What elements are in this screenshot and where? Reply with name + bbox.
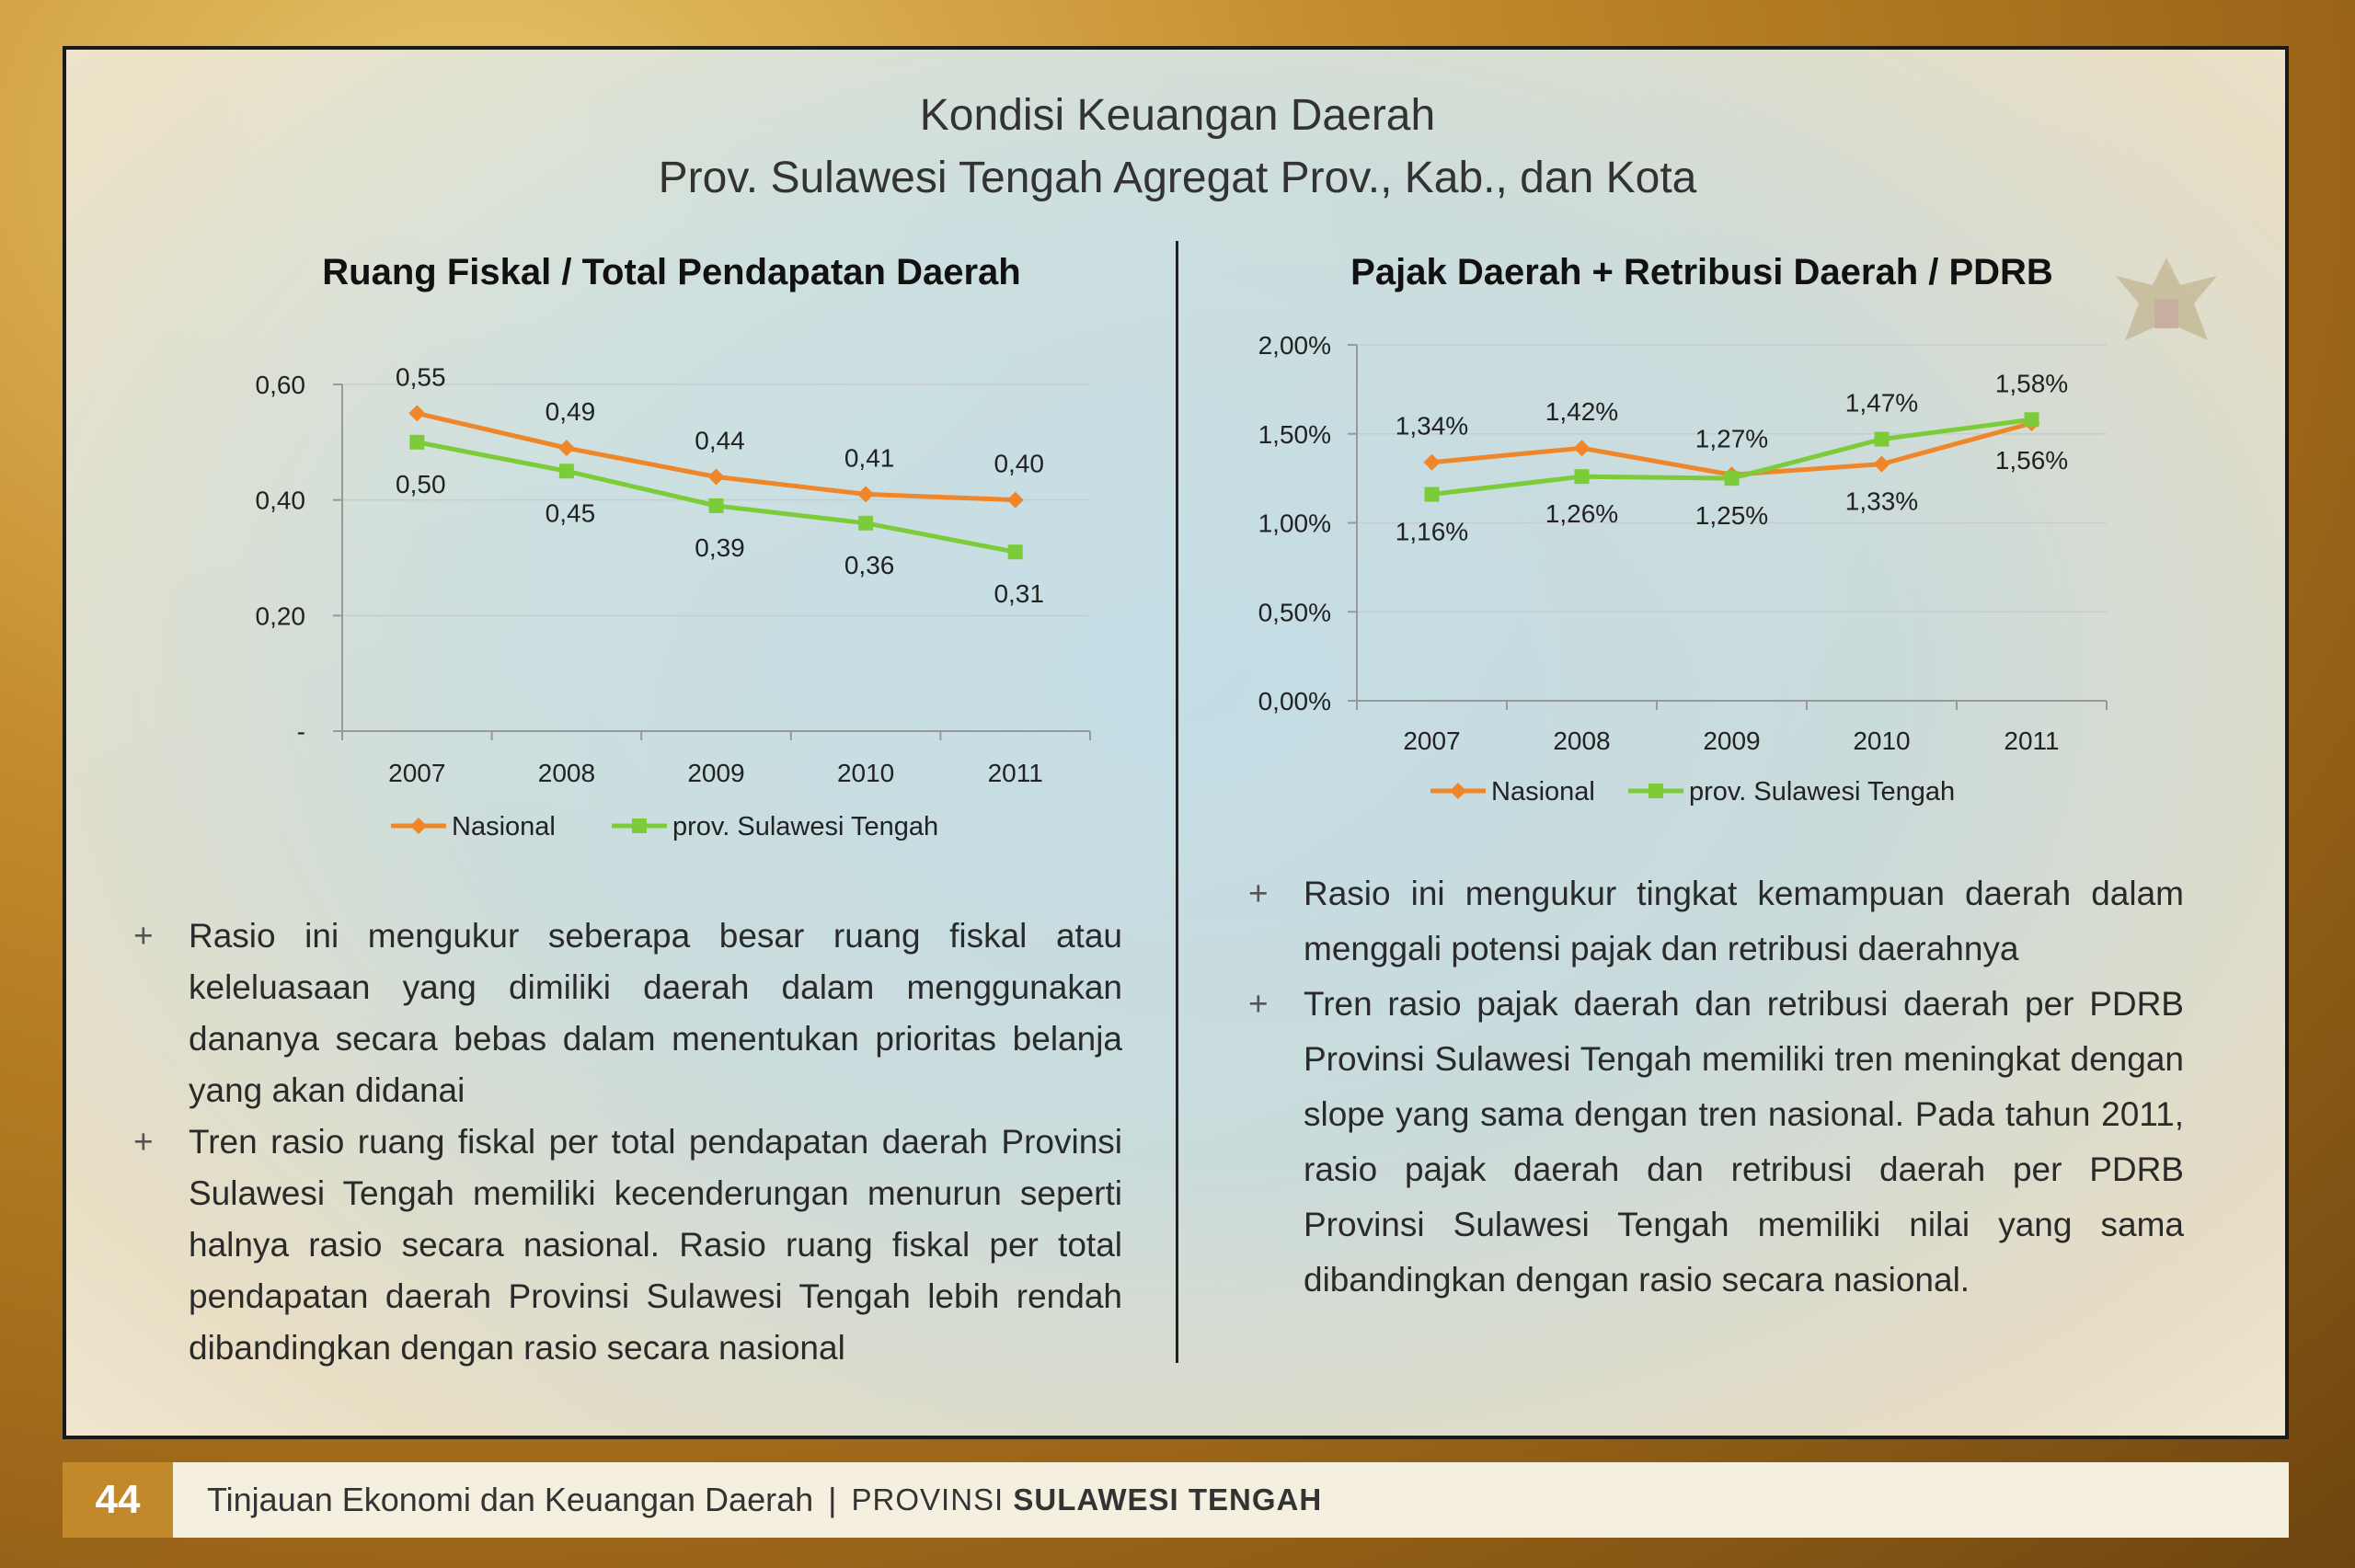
footer-text xyxy=(207,1462,1322,1538)
bullet-text: Rasio ini mengukur tingkat kemampuan daerah dalam menggali potensi pajak dan retribusi daerahnya xyxy=(1304,875,2184,967)
page-number: 44 xyxy=(63,1462,173,1538)
data-label-sulteng: 0,39 xyxy=(695,532,745,562)
x-tick-label: 2007 xyxy=(388,759,446,787)
y-tick-label: 0,40 xyxy=(255,486,305,515)
list-item xyxy=(133,910,1122,1116)
plus-icon: + xyxy=(1248,985,1269,1023)
y-tick-label: 0,00% xyxy=(1258,687,1331,715)
data-point-sulteng xyxy=(2025,412,2039,427)
footer-province xyxy=(852,1482,1323,1517)
footer-province-prefix: PROVINSI xyxy=(851,1482,1005,1516)
data-point-nasional xyxy=(1874,456,1890,473)
footer-separator: | xyxy=(828,1481,837,1518)
legend-label: Nasional xyxy=(1491,777,1595,807)
data-point-sulteng xyxy=(1575,469,1590,484)
data-label-sulteng: 0,50 xyxy=(396,469,446,498)
list-item xyxy=(1248,866,2184,977)
data-label-nasional: 0,41 xyxy=(844,443,895,473)
plus-icon: + xyxy=(133,1123,154,1161)
y-tick-label: 0,60 xyxy=(255,371,305,399)
plus-icon: + xyxy=(133,917,154,955)
data-label-nasional: 0,44 xyxy=(695,426,745,455)
legend-marker xyxy=(1648,784,1663,798)
data-label-sulteng: 1,16% xyxy=(1395,517,1469,546)
data-label-sulteng: 1,58% xyxy=(1994,369,2069,398)
data-label-nasional: 1,27% xyxy=(1694,424,1769,453)
x-tick-label: 2007 xyxy=(1403,727,1461,755)
chart-title-ruang-fiskal: Ruang Fiskal / Total Pendapatan Daerah xyxy=(322,252,1021,292)
data-label-sulteng: 0,36 xyxy=(844,550,895,579)
data-label-nasional: 0,40 xyxy=(994,449,1044,478)
plus-icon: + xyxy=(1248,875,1269,912)
data-label-sulteng: 0,31 xyxy=(994,579,1044,609)
x-tick-label: 2011 xyxy=(987,759,1043,787)
x-tick-label: 2010 xyxy=(1853,727,1911,755)
legend-label: Nasional xyxy=(452,812,556,841)
x-tick-label: 2009 xyxy=(687,759,745,787)
y-tick-label: 0,20 xyxy=(255,601,305,631)
data-label-nasional: 0,49 xyxy=(545,397,596,427)
bullet-text: Tren rasio pajak daerah dan retribusi daerah per PDRB Provinsi Sulawesi Tengah memiliki tren meningkat dengan slope yang sama dengan tren nasional. Pada tahun 2011, rasio pajak daerah dan retribusi daerah per PDRB Provinsi Sulawesi Tengah memiliki nilai yang sama dibandingkan dengan rasio secara nasional. xyxy=(1304,985,2184,1299)
data-label-nasional: 1,42% xyxy=(1545,397,1619,427)
data-label-nasional: 0,55 xyxy=(396,362,446,392)
page-title-line2: Prov. Sulawesi Tengah Agregat Prov., Kab., dan Kota xyxy=(658,154,1697,202)
list-item xyxy=(1248,977,2184,1308)
legend-label: prov. Sulawesi Tengah xyxy=(672,812,939,841)
left-bullet-list xyxy=(133,910,1122,1374)
data-label-sulteng: 1,25% xyxy=(1694,501,1769,531)
footer-province-name: SULAWESI TENGAH xyxy=(1013,1482,1323,1516)
data-label-nasional: 1,33% xyxy=(1844,486,1919,516)
data-label-sulteng: 1,47% xyxy=(1844,388,1919,418)
y-tick-label: 0,50% xyxy=(1258,598,1331,627)
x-tick-label: 2008 xyxy=(537,759,596,787)
bullet-text: Rasio ini mengukur seberapa besar ruang fiskal atau keleluasaan yang dimiliki daerah dalam menggunakan dananya secara bebas dalam menentukan prioritas belanja yang akan didanai xyxy=(189,917,1122,1109)
legend-marker xyxy=(1450,783,1466,799)
data-point-sulteng xyxy=(1875,432,1890,447)
y-tick-label: 2,00% xyxy=(1258,331,1331,360)
data-point-sulteng xyxy=(1725,471,1740,486)
data-point-nasional xyxy=(1424,454,1441,471)
x-tick-label: 2010 xyxy=(836,759,895,787)
chart-title-pajak-retribusi: Pajak Daerah + Retribusi Daerah / PDRB xyxy=(1350,252,2053,292)
x-tick-label: 2008 xyxy=(1553,727,1611,755)
bullet-text: Tren rasio ruang fiskal per total pendapatan daerah Provinsi Sulawesi Tengah memiliki kecenderungan menurun seperti halnya rasio secara nasional. Rasio ruang fiskal per total pendapatan daerah Provinsi Sulawesi Tengah lebih rendah dibandingkan dengan rasio secara nasional xyxy=(189,1123,1122,1367)
y-tick-label: - xyxy=(296,717,305,746)
data-label-nasional: 1,34% xyxy=(1395,411,1469,441)
list-item xyxy=(133,1116,1122,1374)
data-point-nasional xyxy=(1574,440,1591,456)
page-title-line1: Kondisi Keuangan Daerah xyxy=(919,91,1436,140)
legend-label: prov. Sulawesi Tengah xyxy=(1689,777,1956,807)
data-label-sulteng: 0,45 xyxy=(545,498,596,528)
y-tick-label: 1,50% xyxy=(1258,419,1331,449)
data-point-sulteng xyxy=(1425,487,1440,502)
x-tick-label: 2011 xyxy=(2004,727,2060,755)
data-label-nasional: 1,56% xyxy=(1994,446,2069,475)
right-bullet-list xyxy=(1248,866,2184,1308)
x-tick-label: 2009 xyxy=(1703,727,1761,755)
data-label-sulteng: 1,26% xyxy=(1545,499,1619,529)
footer-publication-title: Tinjauan Ekonomi dan Keuangan Daerah xyxy=(207,1481,814,1518)
y-tick-label: 1,00% xyxy=(1258,509,1331,538)
